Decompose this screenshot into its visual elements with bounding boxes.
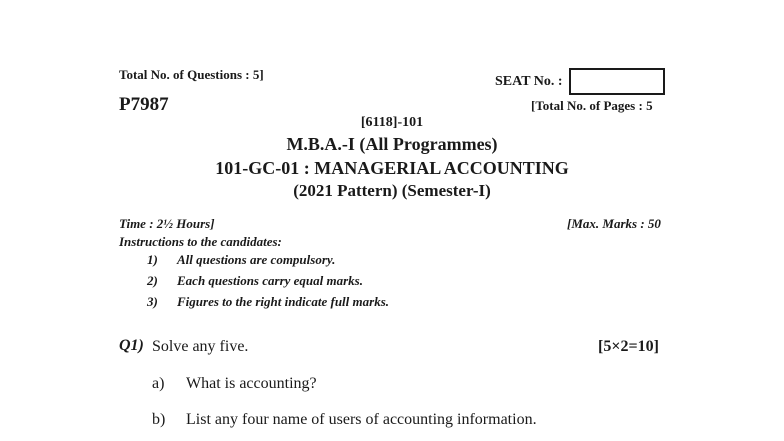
instructions-heading: Instructions to the candidates: — [119, 234, 282, 249]
instruction-text: All questions are compulsory. — [177, 252, 336, 267]
instruction-number: 1) — [147, 252, 158, 267]
question-marks: [5×2=10] — [598, 338, 659, 355]
sub-question-letter: b) — [152, 411, 166, 428]
total-questions: Total No. of Questions : 5] — [119, 67, 264, 82]
question-text: Solve any five. — [152, 338, 249, 355]
instruction-number: 2) — [147, 273, 158, 288]
seat-number-box — [569, 68, 665, 95]
instruction-text: Each questions carry equal marks. — [177, 273, 363, 288]
sub-question-text: List any four name of users of accounting information. — [186, 411, 537, 428]
total-pages: [Total No. of Pages : 5 — [531, 98, 653, 113]
paper-code: P7987 — [119, 94, 169, 115]
sub-question-text: What is accounting? — [186, 375, 317, 392]
subject-title: 101-GC-01 : MANAGERIAL ACCOUNTING — [215, 158, 569, 178]
seat-number-label: SEAT No. : — [495, 74, 563, 89]
exam-time: Time : 2½ Hours] — [119, 216, 215, 231]
pattern-title: (2021 Pattern) (Semester-I) — [293, 181, 491, 200]
program-title: M.B.A.-I (All Programmes) — [286, 134, 498, 154]
max-marks: [Max. Marks : 50 — [567, 216, 661, 231]
instruction-number: 3) — [147, 294, 158, 309]
instruction-text: Figures to the right indicate full marks. — [177, 294, 390, 309]
exam-code: [6118]-101 — [360, 115, 424, 130]
sub-question-letter: a) — [152, 375, 165, 392]
question-label: Q1) — [119, 337, 144, 354]
